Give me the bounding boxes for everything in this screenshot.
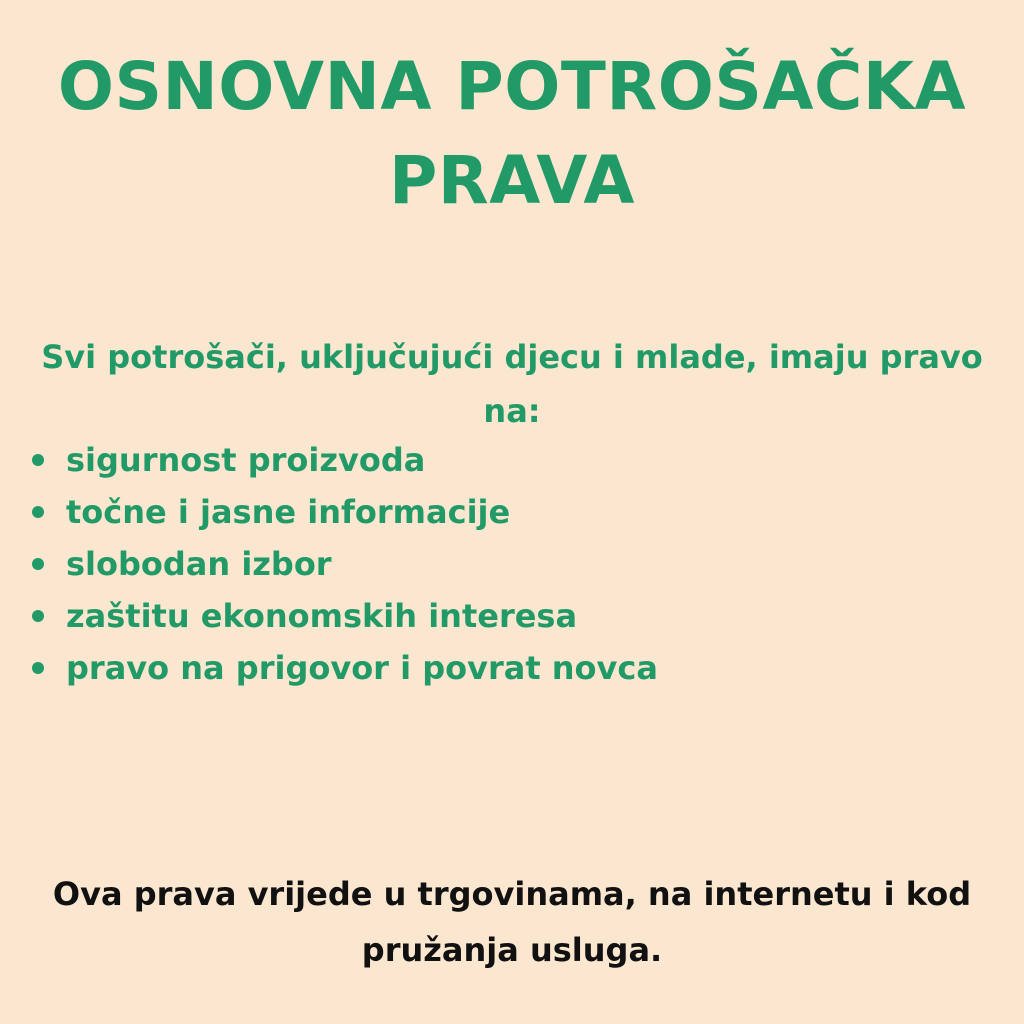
list-item-label: točne i jasne informacije — [66, 493, 511, 531]
intro-text — [0, 330, 1024, 438]
bullet-icon — [32, 662, 44, 674]
intro-line-2: na: — [483, 392, 541, 430]
bullet-icon — [32, 558, 44, 570]
footer-note — [0, 866, 1024, 978]
list-item — [30, 486, 658, 538]
list-item-label: slobodan izbor — [66, 545, 332, 583]
footer-line-2: pružanja usluga. — [361, 931, 663, 969]
list-item — [30, 642, 658, 694]
title-line-1: OSNOVNA POTROŠAČKA — [57, 48, 967, 125]
list-item-label: pravo na prigovor i povrat novca — [66, 649, 658, 687]
bullet-icon — [32, 506, 44, 518]
intro-line-1: Svi potrošači, uključujući djecu i mlade, imaju pravo — [41, 338, 983, 376]
list-item — [30, 434, 658, 486]
list-item-label: sigurnost proizvoda — [66, 441, 426, 479]
page-title — [0, 40, 1024, 228]
bullet-icon — [32, 610, 44, 622]
rights-list — [30, 434, 658, 694]
title-line-2: PRAVA — [389, 142, 635, 219]
list-item — [30, 538, 658, 590]
bullet-icon — [32, 454, 44, 466]
list-item-label: zaštitu ekonomskih interesa — [66, 597, 578, 635]
list-item — [30, 590, 658, 642]
footer-line-1: Ova prava vrijede u trgovinama, na internetu i kod — [52, 875, 972, 913]
